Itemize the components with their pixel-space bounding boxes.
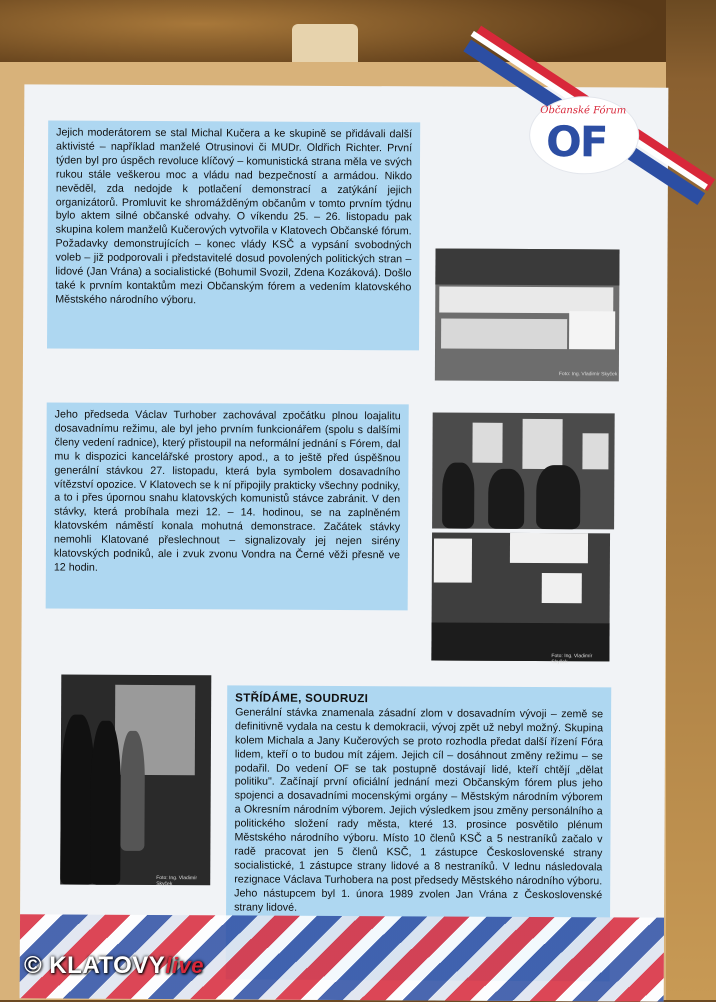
person-silhouette [442, 463, 474, 529]
person-silhouette [488, 469, 524, 529]
photo1-caption: Foto: Ing. Vladimír Skyček [558, 371, 618, 378]
text-panel-2 [46, 402, 409, 610]
photo-banner [439, 286, 613, 313]
logo-top-text: Občanské Fórum [540, 105, 627, 117]
poster [582, 433, 608, 469]
logo-main-text: OF [545, 117, 607, 167]
watermark [24, 952, 204, 980]
text-panel-3-body: Generální stávka znamenala zásadní zlom v dosavadním vývoji – země se definitivně vydala na cestu k demokracii, vývoj zpět už nebyl možný. Skupina kolem Michala a Jany Kučerových se proto rozhodla předat další řízení Fóra lidem, kteří o to budou mít zájem. Jejich cíl – dosáhnout změny režimu – se podařil. Do vedení OF se tak postupně dostávají lidé, kteří chtějí „dělat politiku". Začínají první oficiální jednání mezi Občanským fórem plus jeho spojenci a dosavadními mocenskými orgány – Městským národním výborem a Okresním národním výborem. Jejich výsledkem jsou změny personálního a politického složení rady města, které 13. prosince posvětilo plénum Městského národního výboru. Místo 10 členů KSČ a 5 nestraníků začalo v radě pracovat jen 5 členů KSČ, 1 zástupce Československé strany socialistické, 1 zástupce strany lidové a 8 nestraníků. V lednu následovala rezignace Václava Turhobera na post předsedy Městského národního výboru. Jeho nástupcem byl 1. února 1989 zvolen Jan Vrána z Československé strany lidové. [234, 706, 604, 914]
poster [472, 423, 502, 463]
photo-protest-banners [435, 248, 620, 381]
civic-forum-logo [530, 97, 638, 174]
photo-demonstration-signs [431, 532, 610, 666]
poster [522, 419, 562, 469]
person-silhouette [90, 721, 121, 885]
protest-sign [542, 573, 582, 603]
protest-sign [434, 538, 472, 582]
photo-sign [569, 311, 615, 349]
person-silhouette [536, 465, 580, 529]
photo4-caption: Foto: Ing. Vladimír Skyček [156, 875, 198, 888]
photo-crowd-posters [432, 412, 615, 529]
photo-wall-shadow [435, 248, 619, 285]
person-silhouette [120, 731, 145, 851]
protest-sign [510, 533, 588, 563]
photo3-caption: Foto: Ing. Vladimír Skyček [551, 653, 593, 666]
text-panel-1 [47, 120, 420, 350]
text-panel-1-body: Jejich moderátorem se stal Michal Kučera a ke skupině se přidávali další aktivisté – například manželé Otrusinovi či MUDr. Oldřich Richter. První týden byl pro úspěch revoluce klíčový – komunistická strana měla ve svých rukou stále veškerou moc a vládu nad bezpečností a armádou. Nikdo nevěděl, zda nedojde k potlačení demonstrací a zatýkání jejich organizátorů. Promluvit ke shromážděným občanům v tomto prvním týdnu bylo aktem silné občanské odvahy. O víkendu 25. – 26. listopadu pak skupina kolem manželů Kučerových vytvořila v Klatovech Občanské fórum. Požadavky demonstrujících – konec vlády KSČ a vypsání svobodných voleb – již podporovali i představitelé dosud povolených politických stran – lidové (Jan Vrána) a socialistické (Bohumil Svozil, Zdena Kozáková). Došlo také k prvním kontaktům mezi Občanským fórem a vedením klatovského Městského národního výboru. [55, 126, 413, 307]
section-heading: STŘÍDÁME, SOUDRUZI [235, 691, 369, 706]
text-panel-2-body: Jeho předseda Václav Turhober zachovával zpočátku plnou loajalitu dosavadnímu režimu, ale byl jeho prvním funkcionářem (spolu s dalšími členy vedení radnice), který přistoupil na neformální jednání s Fórem, dal mu k dispozici kancelářské prostory apod., a to ještě před úspěšnou generální stávkou 27. listopadu, která byla symbolem dosavadního vítězství opozice. V Klatovech se k ní připojily prakticky všechny podniky, a to i přes úpornou snahu klatovských komunistů stávce zabránit. V den stávky, která probíhala mezi 12. – 14. hodinou, se na zaplněném klatovském náměstí konala mohutná demonstrace. Začátek stávky nemohli Klatované přeslechnout – signalizovaly jej nejen sirény klatovských podniků, ale i zvuk zvonu Vondra na Černé věži přesně ve 12 hodin. [53, 408, 401, 574]
photo-people-reading-posters [60, 675, 211, 886]
watermark-suffix: live [165, 953, 205, 978]
watermark-prefix: © KLATOVY [24, 952, 166, 979]
exhibition-panel [20, 84, 669, 1001]
photo-banner-lower [441, 319, 567, 350]
